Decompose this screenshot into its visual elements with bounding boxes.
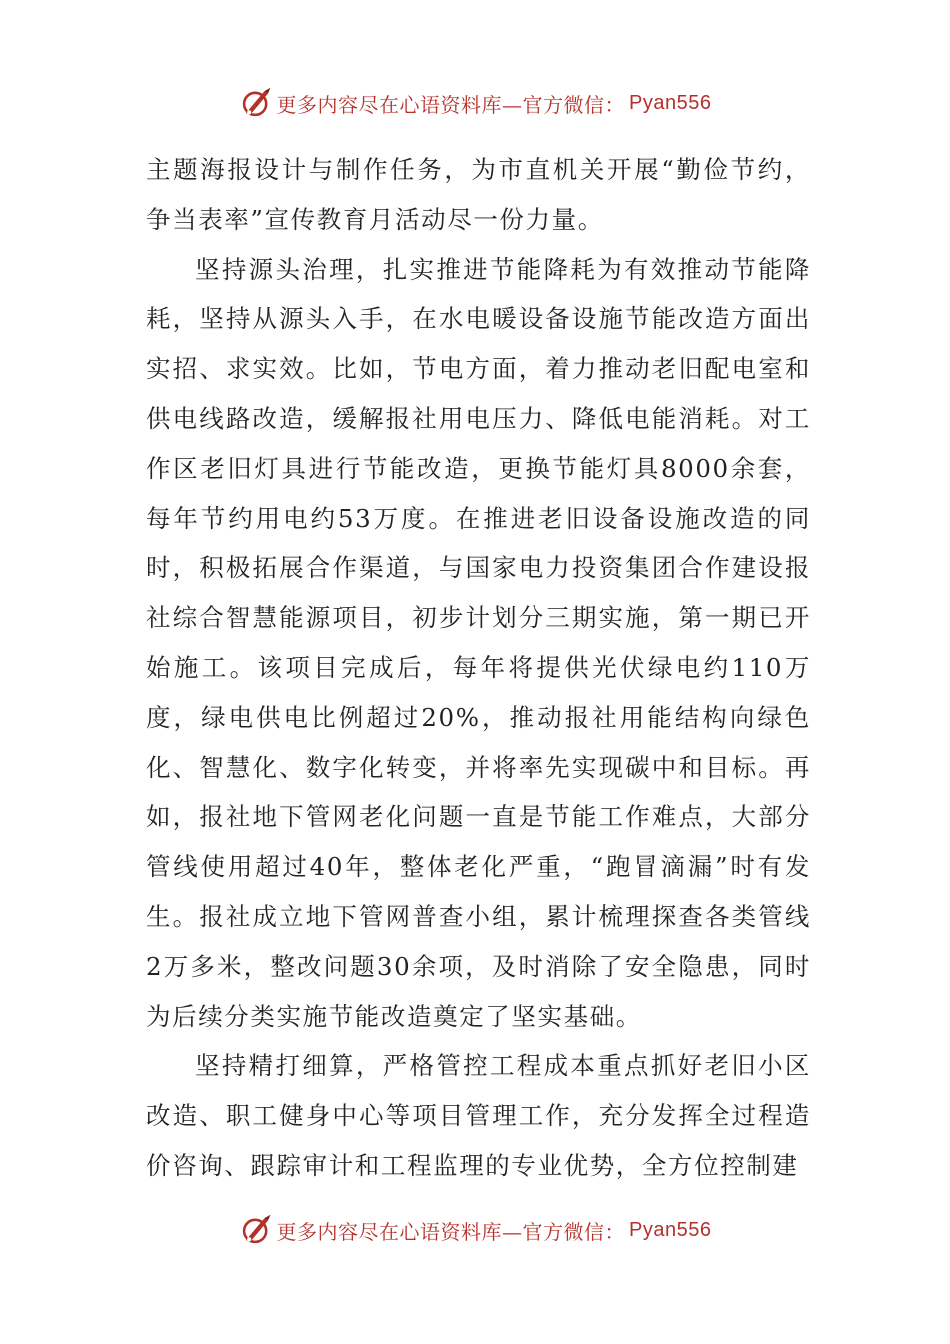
- header-banner-text: 更多内容尽在心语资料库—官方微信：: [276, 92, 626, 117]
- footer-wechat-id: Pyan556: [629, 1218, 712, 1241]
- paragraph-cost-control: 坚持精打细算，严格管控工程成本重点抓好老旧小区改造、职工健身中心等项目管理工作，充分发挥全过程造价咨询、跟踪审计和工程监理的专业优势，全方位控制建: [146, 1051, 811, 1180]
- footer-banner-inner: [239, 1213, 712, 1247]
- paragraph-source-governance: 坚持源头治理，扎实推进节能降耗为有效推动节能降耗，坚持从源头入手，在水电暖设备设施节能改造方面出实招、求实效。比如，节电方面，着力推动老旧配电室和供电线路改造，缓解报社用电压力、降低电能消耗。对工作区老旧灯具进行节能改造，更换节能灯具8000余套，每年节约用电约53万度。在推进老旧设备设施改造的同时，积极拓展合作渠道，与国家电力投资集团合作建设报社综合智慧能源项目，初步计划分三期实施，第一期已开始施工。该项目完成后，每年将提供光伏绿电约110万度，绿电供电比例超过20%，推动报社用能结构向绿色化、智慧化、数字化转变，并将率先实现碳中和目标。再如，报社地下管网老化问题一直是节能工作难点，大部分管线使用超过40年，整体老化严重，“跑冒滴漏”时有发生。报社成立地下管网普查小组，累计梳理探查各类管线2万多米，整改问题30余项，及时消除了安全隐患，同时为后续分类实施节能改造奠定了坚实基础。: [146, 254, 811, 1031]
- header-banner-inner: [239, 86, 712, 120]
- footer-banner: [0, 1210, 950, 1250]
- paragraph-continuation: 主题海报设计与制作任务，为市直机关开展“勤俭节约，争当表率”宣传教育月活动尽一份力量。: [146, 155, 811, 234]
- footer-banner-text: 更多内容尽在心语资料库—官方微信：: [276, 1219, 626, 1244]
- header-wechat-id: Pyan556: [629, 91, 712, 114]
- header-banner: [0, 83, 950, 123]
- quill-seal-logo-icon: [239, 1213, 273, 1247]
- quill-seal-logo-icon: [239, 86, 273, 120]
- document-body: [146, 145, 811, 1191]
